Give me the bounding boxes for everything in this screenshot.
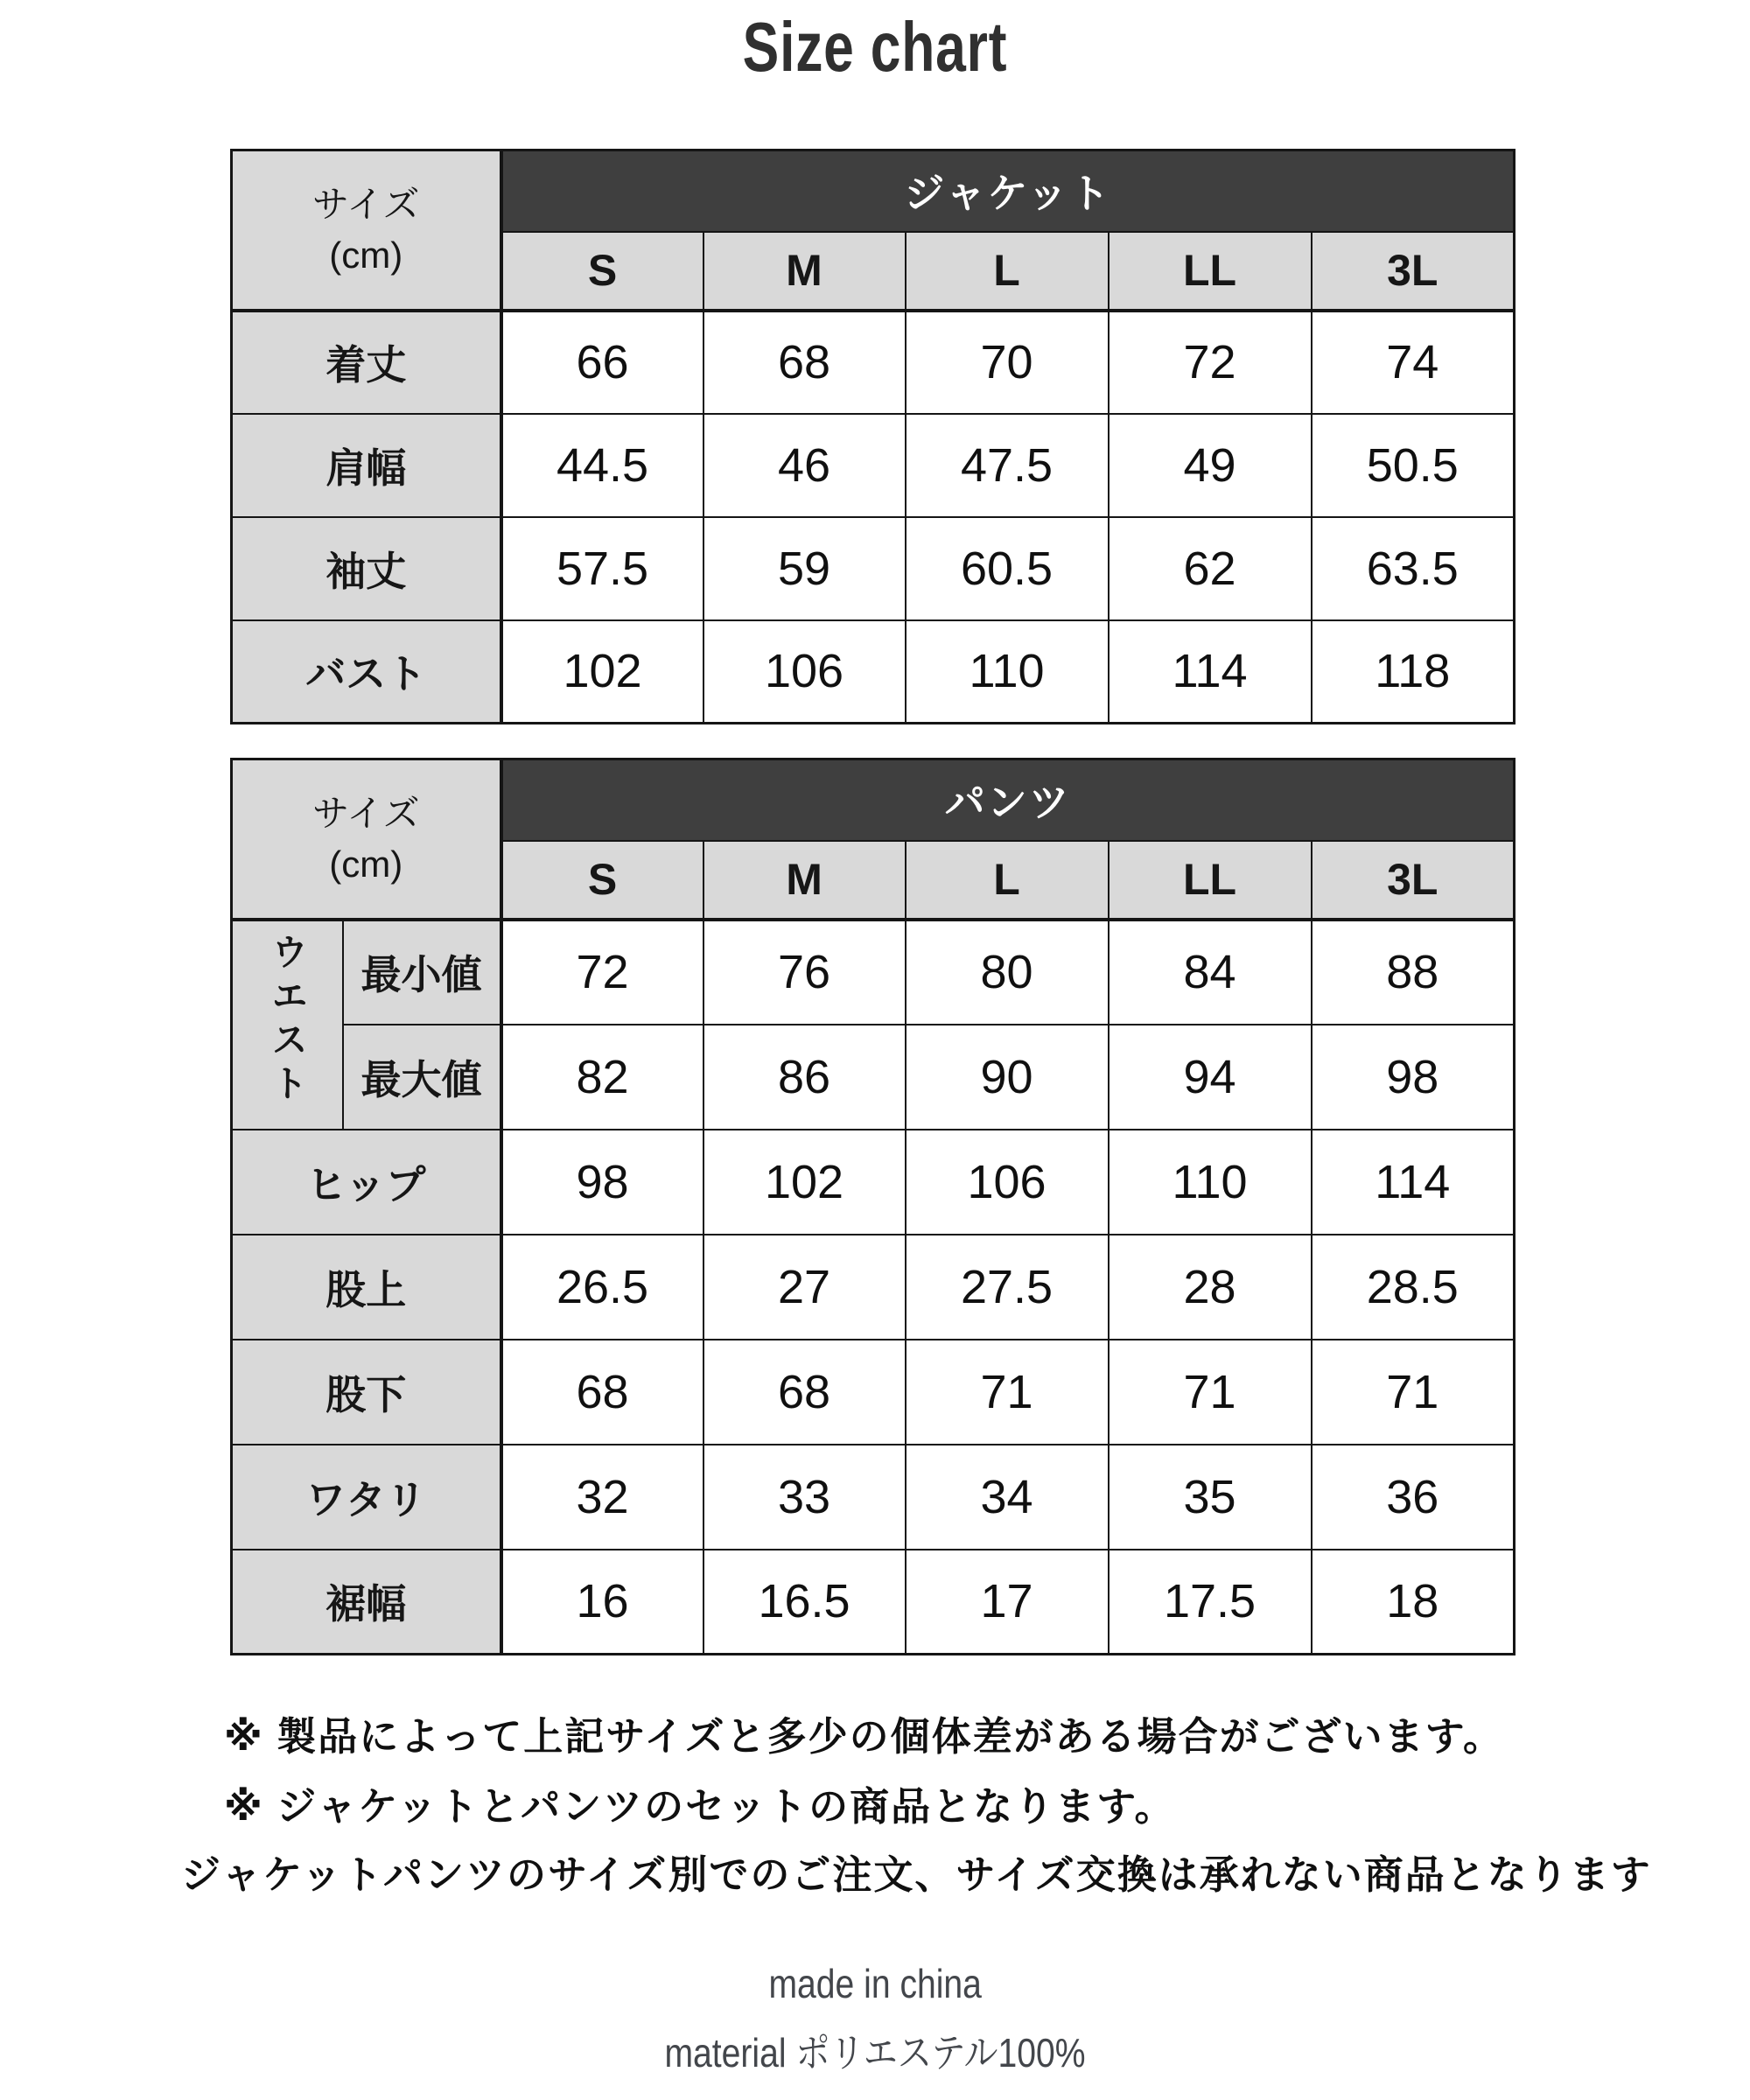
measurement-value: 71 <box>1312 1340 1515 1445</box>
measurement-label: バスト <box>232 620 501 724</box>
measurement-value: 98 <box>501 1130 704 1235</box>
measurement-value: 102 <box>704 1130 906 1235</box>
measurement-value: 94 <box>1109 1025 1312 1130</box>
measurement-value: 76 <box>704 920 906 1025</box>
measurement-value: 33 <box>704 1445 906 1550</box>
table-row <box>232 760 1515 841</box>
size-header-l: L <box>906 232 1109 311</box>
measurement-value: 66 <box>501 311 704 414</box>
pants-size-table <box>230 758 1516 1656</box>
size-unit-label: サイズ <box>312 183 420 225</box>
measurement-value: 86 <box>704 1025 906 1130</box>
measurement-label: 裾幅 <box>232 1550 501 1655</box>
table-row <box>232 920 1515 1025</box>
measurement-value: 27.5 <box>906 1235 1109 1340</box>
measurement-value: 80 <box>906 920 1109 1025</box>
measurement-value: 32 <box>501 1445 704 1550</box>
measurement-value: 34 <box>906 1445 1109 1550</box>
measurement-value: 102 <box>501 620 704 724</box>
size-header-s: S <box>501 232 704 311</box>
size-header-ll: LL <box>1109 232 1312 311</box>
measurement-value: 118 <box>1312 620 1515 724</box>
size-header-ll: LL <box>1109 841 1312 920</box>
size-unit-cm: (cm) <box>329 843 403 885</box>
table-row <box>232 1235 1515 1340</box>
size-unit-cell <box>232 150 501 311</box>
table-row <box>232 1025 1515 1130</box>
measurement-value: 110 <box>1109 1130 1312 1235</box>
measurement-value: 71 <box>906 1340 1109 1445</box>
measurement-value: 70 <box>906 311 1109 414</box>
measurement-value: 88 <box>1312 920 1515 1025</box>
measurement-value: 60.5 <box>906 517 1109 620</box>
table-row <box>232 1130 1515 1235</box>
table-row <box>232 1550 1515 1655</box>
waist-group-label-text: ウエスト <box>267 933 309 1108</box>
measurement-label: ヒップ <box>232 1130 501 1235</box>
measurement-value: 18 <box>1312 1550 1515 1655</box>
measurement-value: 46 <box>704 414 906 517</box>
waist-max-label: 最大値 <box>343 1025 501 1130</box>
measurement-value: 72 <box>501 920 704 1025</box>
measurement-value: 106 <box>906 1130 1109 1235</box>
origin-line <box>0 1960 1750 2007</box>
measurement-label: 袖丈 <box>232 517 501 620</box>
measurement-value: 82 <box>501 1025 704 1130</box>
size-header-l: L <box>906 841 1109 920</box>
measurement-value: 17.5 <box>1109 1550 1312 1655</box>
jacket-group-header: ジャケット <box>501 150 1515 232</box>
measurement-value: 49 <box>1109 414 1312 517</box>
measurement-value: 71 <box>1109 1340 1312 1445</box>
measurement-value: 114 <box>1312 1130 1515 1235</box>
measurement-value: 16 <box>501 1550 704 1655</box>
measurement-value: 68 <box>704 1340 906 1445</box>
measurement-value: 74 <box>1312 311 1515 414</box>
measurement-value: 26.5 <box>501 1235 704 1340</box>
measurement-value: 98 <box>1312 1025 1515 1130</box>
measurement-value: 114 <box>1109 620 1312 724</box>
measurement-value: 84 <box>1109 920 1312 1025</box>
measurement-label: 股上 <box>232 1235 501 1340</box>
waist-min-label: 最小値 <box>343 920 501 1025</box>
measurement-value: 47.5 <box>906 414 1109 517</box>
table-row <box>232 150 1515 232</box>
jacket-size-table <box>230 149 1516 724</box>
size-header-3l: 3L <box>1312 841 1515 920</box>
measurement-value: 16.5 <box>704 1550 906 1655</box>
measurement-value: 68 <box>704 311 906 414</box>
measurement-value: 50.5 <box>1312 414 1515 517</box>
table-row <box>232 311 1515 414</box>
measurement-value: 35 <box>1109 1445 1312 1550</box>
measurement-value: 36 <box>1312 1445 1515 1550</box>
size-header-s: S <box>501 841 704 920</box>
measurement-value: 62 <box>1109 517 1312 620</box>
material-text: material ポリエステル100% <box>664 2030 1086 2076</box>
measurement-label: 着丈 <box>232 311 501 414</box>
size-header-m: M <box>704 841 906 920</box>
measurement-value: 59 <box>704 517 906 620</box>
measurement-value: 68 <box>501 1340 704 1445</box>
measurement-value: 27 <box>704 1235 906 1340</box>
measurement-value: 44.5 <box>501 414 704 517</box>
table-row <box>232 1445 1515 1550</box>
table-row <box>232 1340 1515 1445</box>
measurement-value: 106 <box>704 620 906 724</box>
measurement-label: 股下 <box>232 1340 501 1445</box>
waist-group-label <box>232 920 343 1130</box>
measurement-value: 17 <box>906 1550 1109 1655</box>
note-line: ジャケットパンツのサイズ別でのご注文、サイズ交換は承れない商品となります <box>181 1852 1652 1897</box>
origin-text: made in china <box>768 1961 982 2006</box>
measurement-label: ワタリ <box>232 1445 501 1550</box>
size-unit-label: サイズ <box>312 792 420 834</box>
pants-group-header: パンツ <box>501 760 1515 841</box>
measurement-value: 28 <box>1109 1235 1312 1340</box>
measurement-value: 90 <box>906 1025 1109 1130</box>
size-unit-cm: (cm) <box>329 234 403 276</box>
size-header-3l: 3L <box>1312 232 1515 311</box>
table-row <box>232 517 1515 620</box>
measurement-value: 28.5 <box>1312 1235 1515 1340</box>
measurement-label: 肩幅 <box>232 414 501 517</box>
material-line <box>0 2021 1750 2079</box>
page-title <box>0 5 1750 89</box>
measurement-value: 72 <box>1109 311 1312 414</box>
note-line: ※ ジャケットとパンツのセットの商品となります。 <box>224 1784 1176 1829</box>
measurement-value: 63.5 <box>1312 517 1515 620</box>
table-row <box>232 414 1515 517</box>
measurement-value: 110 <box>906 620 1109 724</box>
note-line: ※ 製品によって上記サイズと多少の個体差がある場合がございます。 <box>224 1714 1505 1759</box>
size-unit-cell <box>232 760 501 920</box>
measurement-value: 57.5 <box>501 517 704 620</box>
size-header-m: M <box>704 232 906 311</box>
table-row <box>232 620 1515 724</box>
page-title-text: Size chart <box>742 8 1008 86</box>
